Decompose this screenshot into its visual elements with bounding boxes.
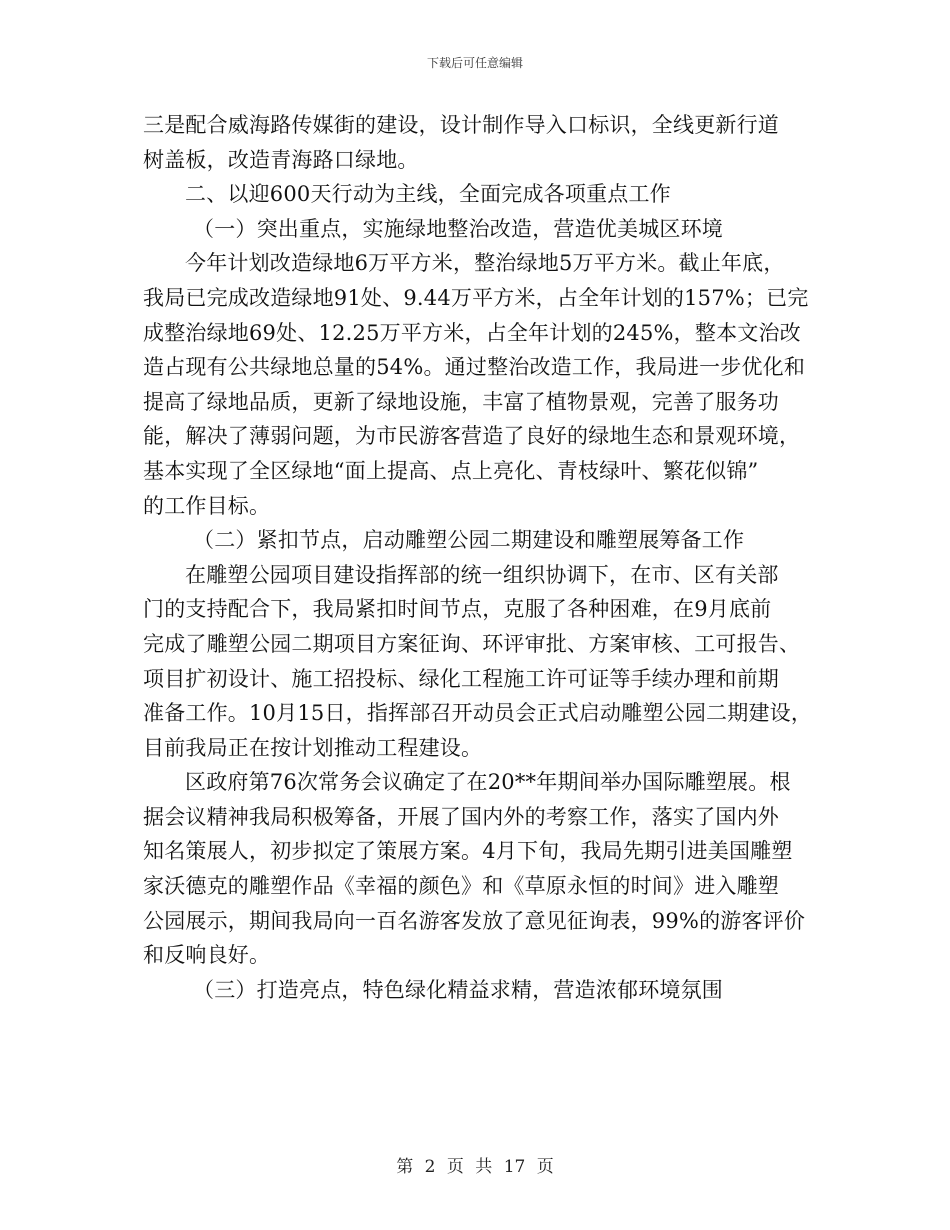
text-line: 区政府第76次常务会议确定了在20**年期间举办国际雕塑展。根 [185,770,791,795]
text-line: 知名策展人，初步拟定了策展方案。4月下旬，我局先期引进美国雕塑 [143,839,793,864]
text-line: 三是配合威海路传媒街的建设，设计制作导入口标识，全线更新行道 [143,113,779,137]
text-line: 家沃德克的雕塑作品《幸福的颜色》和《草原永恒的时间》进入雕塑 [143,874,779,899]
text-line: 项目扩初设计、施工招投标、绿化工程施工许可证等手续办理和前期 [143,666,779,691]
text-line: 能，解决了薄弱问题，为市民游客营造了良好的绿地生态和景观环境， [143,424,801,449]
text-line: 和反响良好。 [143,943,271,968]
page-footer: 第 2 页 共 17 页 [396,1157,554,1177]
text-line: 基本实现了全区绿地“面上提高、点上亮化、青枝绿叶、繁花似锦” [143,458,759,483]
text-line: 树盖板，改造青海路口绿地。 [143,147,419,172]
text-line: 的工作目标。 [143,493,271,518]
text-line: 完成了雕塑公园二期项目方案征询、环评审批、方案审核、工可报告、 [143,631,801,656]
document-body [143,108,823,1007]
subsection-heading: （一）突出重点，实施绿地整治改造，营造优美城区环境 [193,216,723,241]
text-line: 提高了绿地品质，更新了绿地设施，丰富了植物景观，完善了服务功 [143,389,779,414]
text-line: 目前我局正在按计划推动工程建设。 [143,735,483,760]
subsection-heading: （二）紧扣节点，启动雕塑公园二期建设和雕塑展筹备工作 [193,528,745,553]
section-heading: 二、以迎600天行动为主线，全面完成各项重点工作 [185,182,671,207]
text-line: 在雕塑公园项目建设指挥部的统一组织协调下，在市、区有关部 [185,562,779,587]
subsection-heading: （三）打造亮点，特色绿化精益求精，营造浓郁环境氛围 [193,977,723,1002]
text-line: 今年计划改造绿地6万平方米，整治绿地5万平方米。截止年底， [185,251,785,276]
text-line: 门的支持配合下，我局紧扣时间节点，克服了各种困难，在9月底前 [143,597,772,622]
text-line: 准备工作。10月15日，指挥部召开动员会正式启动雕塑公园二期建设， [143,701,813,726]
text-line: 据会议精神我局积极筹备，开展了国内外的考察工作，落实了国内外 [143,804,779,829]
text-line: 成整治绿地69处、12.25万平方米，占全年计划的245%，整本文治改 [143,320,801,345]
text-line: 我局已完成改造绿地91处、9.44万平方米，占全年计划的157%；已完 [143,285,809,310]
page-header: 下载后可任意编辑 [426,56,523,70]
text-line: 造占现有公共绿地总量的54%。通过整治改造工作，我局进一步优化和 [143,355,806,380]
text-line: 公园展示，期间我局向一百名游客发放了意见征询表，99%的游客评价 [143,908,806,933]
